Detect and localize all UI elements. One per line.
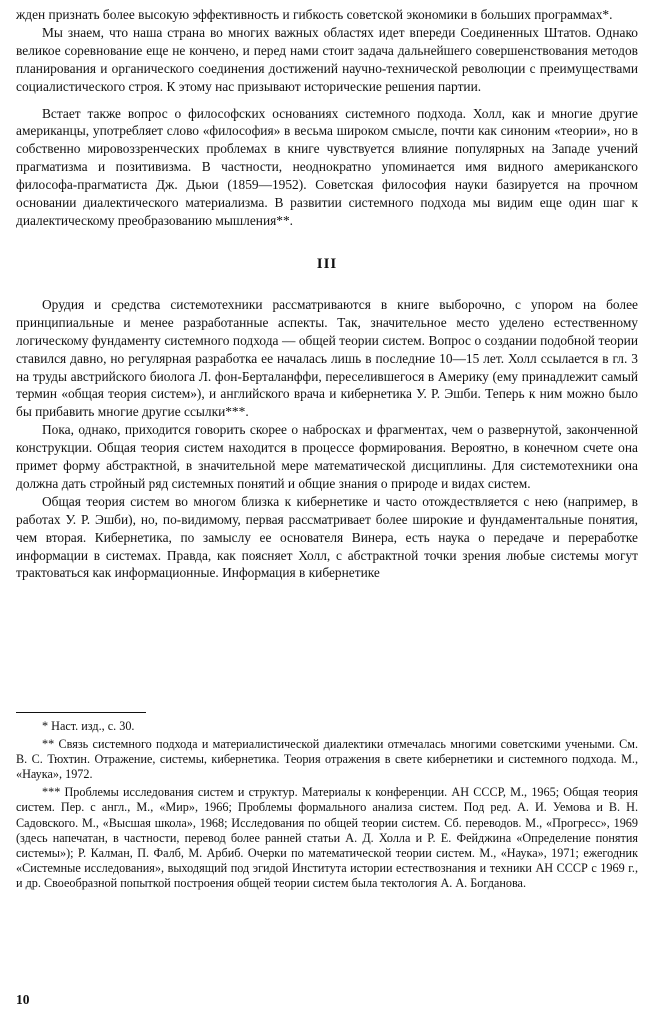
paragraph: Орудия и средства системотехники рассматриваются в книге выборочно, с упором на более принципиальные и менее разработанные аспекты. Так, значительное место уделено естественному логическому фундаменту системного подхода — общей теории систем. Вопрос о создании подобной теории ставился давно, но регулярная разработка ее началась лишь в последние 10—15 лет. Холл ссылается в гл. 3 на труды австрийского биолога Л. фон-Берталанффи, переселившегося в Америку (ему принадлежит самый термин «общая теория систем»), и английского врача и кибернетика У. Р. Эшби. Теперь к ним можно было бы прибавить многие другие ссылки***.	[16, 296, 638, 420]
paragraph: Встает также вопрос о философских основаниях системного подхода. Холл, как и многие другие американцы, употребляет слово «философия» в весьма широком смысле, почти как синоним «теории», но в собственно мировоззренческих проблемах в книге чувствуется влияние популярных на Западе учений прагматизма и позитивизма. В частности, неоднократно упоминается имя видного американского философа-прагматиста Дж. Дьюи (1859—1952). Советская философия науки базируется на прочном основании диалектического материализма. В развитии системного подхода мы видим еще один шаг к диалектическому преобразованию мышления**.	[16, 105, 638, 228]
footnote: *** Проблемы исследования систем и структур. Материалы к конференции. АН СССР, М., 1965; Общая теория систем. Пер. с англ., М., «Мир», 1966; Проблемы формального анализа систем. Под ред. А. И. Уемова и В. Н. Садовского. М., «Высшая школа», 1968; Исследования по общей теории систем. Сб. переводов. М., «Прогресс», 1969 (здесь напечатан, в частности, перевод более ранней статьи А. Д. Холла и Р. Е. Фейджина «Определение понятия системы»); Р. Калман, П. Фалб, М. Арбиб. Очерки по математической теории систем. М., «Наука», 1971; ежегодник «Системные исследования», выходящий под эгидой Института истории естествознания и техники АН СССР с 1969 г., и др. Своеобразной попыткой построения общей теории систем была тектология А. А. Богданова.	[16, 785, 638, 890]
page-number: 10	[16, 992, 30, 1007]
footnotes	[16, 712, 638, 891]
paragraph: Пока, однако, приходится говорить скорее о набросках и фрагментах, чем о развернутой, законченной конструкции. Общая теория систем находится в процессе формирования. Вероятно, в конечном счете она примет форму абстрактной, в значительной мере математической дисциплины. Для системотехники она должна дать стройный ряд системных понятий и общие знания о природе и видах систем.	[16, 422, 638, 491]
paragraph: Общая теория систем во многом близка к кибернетике и часто отождествляется с нею (например, в работах У. Р. Эшби), но, по-видимому, первая рассматривает более широкие и фундаментальные понятия, чем вторая. Кибернетика, по замыслу ее основателя Винера, есть наука о передаче и переработке информации в системах. Правда, как поясняет Холл, с абстрактной точки зрения любые системы могут трактоваться как информационные. Информация в кибернетике	[16, 493, 638, 581]
footnote: ** Связь системного подхода и материалистической диалектики отмечалась многими советскими учеными. См. В. С. Тюхтин. Отражение, системы, кибернетика. Теория отражения в свете кибернетики и системного подхода. М., «Наука», 1972.	[16, 737, 638, 782]
section-heading: III	[316, 255, 338, 272]
body-text	[16, 6, 638, 582]
paragraph: жден признать более высокую эффективность и гибкость советской экономики в больших программах*.	[16, 7, 613, 22]
paragraph: Мы знаем, что наша страна во многих важных областях идет впереди Соединенных Штатов. Однако великое соревнование еще не кончено, и перед нами стоит задача дальнейшего совершенствования методов планирования и органического соединения достижений научно-технической революции с преимуществами социалистического строя. К этому нас призывают исторические решения партии.	[16, 24, 638, 94]
footnote-divider	[16, 712, 146, 713]
footnote: * Наст. изд., с. 30.	[42, 719, 135, 733]
